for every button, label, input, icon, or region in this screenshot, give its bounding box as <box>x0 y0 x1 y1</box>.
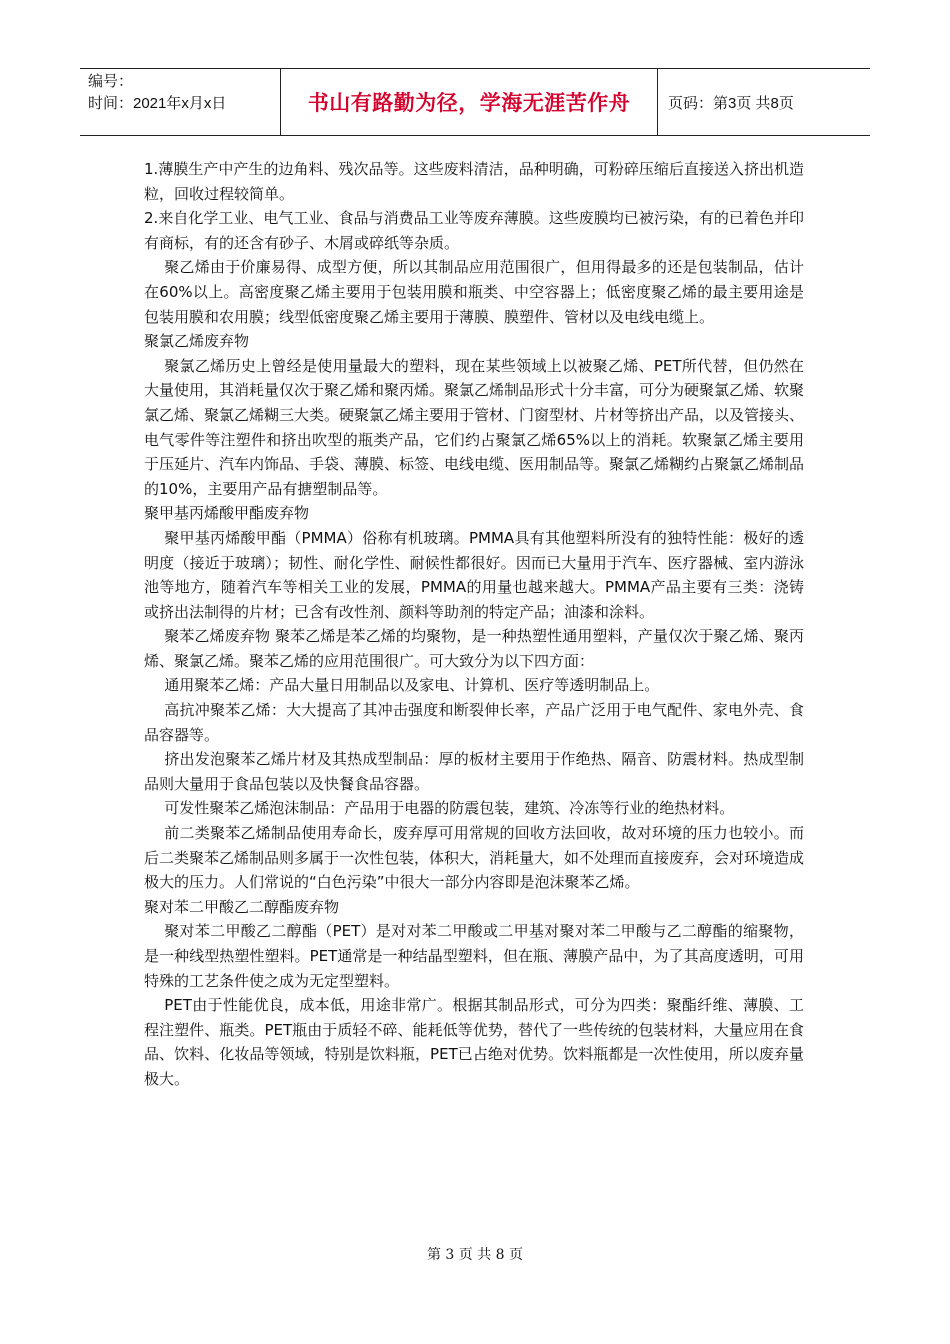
document-body <box>144 157 804 1092</box>
paragraph: 聚对苯二甲酸乙二醇酯（PET）是对对苯二甲酸或二甲基对聚对苯二甲酸与乙二醇酯的缩聚物，是一种线型热塑性塑料。PET通常是一种结晶型塑料，但在瓶、薄膜产品中，为了其高度透明，可用特殊的工艺条件使之成为无定型塑料。 <box>144 922 804 990</box>
header-motto-cell <box>280 69 658 135</box>
paragraph: 通用聚苯乙烯：产品大量日用制品以及家电、计算机、医疗等透明制品上。 <box>164 676 660 695</box>
paragraph: 高抗冲聚苯乙烯：大大提高了其冲击强度和断裂伸长率，产品广泛用于电气配件、家电外壳、食品容器等。 <box>144 701 804 744</box>
paragraph: PET由于性能优良，成本低，用途非常广。根据其制品形式，可分为四类：聚酯纤维、薄膜、工程注塑件、瓶类。PET瓶由于质轻不碎、能耗低等优势，替代了一些传统的包装材料，大量应用在食品、饮料、化妆品等领域，特别是饮料瓶，PET已占绝对优势。饮料瓶都是一次性使用，所以废弃量极大。 <box>144 996 804 1088</box>
paragraph: 聚甲基丙烯酸甲酯（PMMA）俗称有机玻璃。PMMA具有其他塑料所没有的独特性能：极好的透明度（接近于玻璃）；韧性、耐化学性、耐候性都很好。因而已大量用于汽车、医疗器械、室内游泳池等地方，随着汽车等相关工业的发展，PMMA的用量也越来越大。PMMA产品主要有三类：浇铸或挤出法制得的片材；已含有改性剂、颜料等助剂的特定产品；油漆和涂料。 <box>144 528 804 621</box>
paragraph: 聚氯乙烯历史上曾经是使用量最大的塑料，现在某些领域上以被聚乙烯、PET所代替，但仍然在大量使用，其消耗量仅次于聚乙烯和聚丙烯。聚氯乙烯制品形式十分丰富，可分为硬聚氯乙烯、软聚氯乙烯、聚氯乙烯糊三大类。硬聚氯乙烯主要用于管材、门窗型材、片材等挤出产品，以及管接头、电气零件等注塑件和挤出吹型的瓶类产品，它们约占聚氯乙烯65%以上的消耗。软聚氯乙烯主要用于压延片、汽车内饰品、手袋、薄膜、标签、电线电缆、医用制品等。聚氯乙烯糊约占聚氯乙烯制品的10%，主要用产品有搪塑制品等。 <box>144 356 805 498</box>
section-line: 聚氯乙烯废弃物 <box>144 332 250 351</box>
number-label: 编号： <box>88 73 134 90</box>
header-info <box>80 69 280 135</box>
page-header <box>80 68 870 136</box>
section-line: 2.来自化学工业、电气工业、食品与消费品工业等废弃薄膜。这些废膜均已被污染，有的已着色并印有商标，有的还含有砂子、木屑或碎纸等杂质。 <box>144 209 804 252</box>
section-line: 聚对苯二甲酸乙二醇酯废弃物 <box>144 897 340 916</box>
paragraph: 可发性聚苯乙烯泡沫制品：产品用于电器的防震包装，建筑、冷冻等行业的绝热材料。 <box>164 799 735 818</box>
header-page-cell <box>658 69 870 135</box>
page-footer: 第 3 页 共 8 页 <box>426 1247 524 1263</box>
section-line: 1.薄膜生产中产生的边角料、残次品等。这些废料清洁，品种明确，可粉碎压缩后直接送入挤出机造粒，回收过程较简单。 <box>144 160 804 203</box>
section-line: 聚甲基丙烯酸甲酯废弃物 <box>144 504 310 523</box>
page-info: 页码：第3页 共8页 <box>668 94 794 112</box>
paragraph: 挤出发泡聚苯乙烯片材及其热成型制品：厚的板材主要用于作绝热、隔音、防震材料。热成型制品则大量用于食品包装以及快餐食品容器。 <box>144 750 804 793</box>
paragraph: 前二类聚苯乙烯制品使用寿命长，废弃厚可用常规的回收方法回收，故对环境的压力也较小。而后二类聚苯乙烯制品则多属于一次性包装，体积大，消耗量大，如不处理而直接废弃，会对环境造成极大的压力。人们常说的“白色污染”中很大一部分内容即是泡沫聚苯乙烯。 <box>144 824 805 892</box>
motto: 书山有路勤为径，学海无涯苦作舟 <box>307 91 631 115</box>
paragraph: 聚乙烯由于价廉易得、成型方便，所以其制品应用范围很广，但用得最多的还是包装制品，估计在60%以上。高密度聚乙烯主要用于包装用膜和瓶类、中空容器上；低密度聚乙烯的最主要用途是包装用膜和农用膜；线型低密度聚乙烯主要用于薄膜、膜塑件、管材以及电线电缆上。 <box>144 258 804 326</box>
date-label: 时间：2021年x月x日 <box>88 95 227 112</box>
paragraph: 聚苯乙烯废弃物 聚苯乙烯是苯乙烯的均聚物，是一种热塑性通用塑料，产量仅次于聚乙烯、聚丙烯、聚氯乙烯。聚苯乙烯的应用范围很广。可大致分为以下四方面： <box>144 627 804 670</box>
